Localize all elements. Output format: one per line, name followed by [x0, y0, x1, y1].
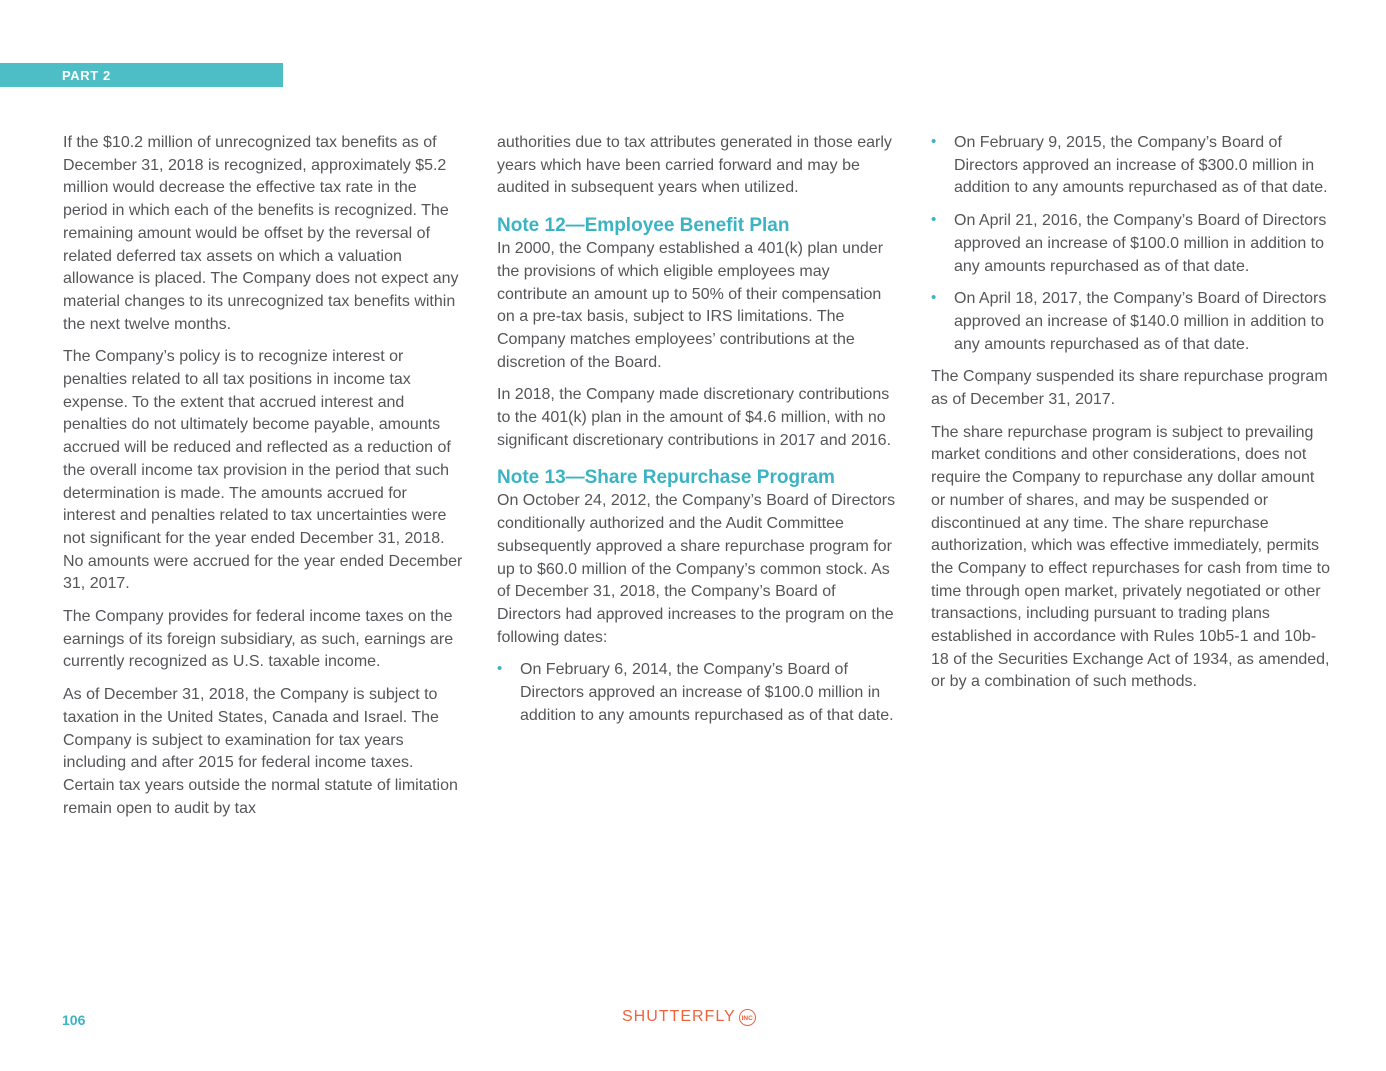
paragraph: In 2000, the Company established a 401(k) plan under the provisions of which eligible employees may contribute an amount up to 50% of their compensation on a pre-tax basis, subject to IRS limitations. The Company matches employees’ contributions at the discretion of the Board. [497, 240, 884, 371]
list-item [497, 659, 897, 727]
list-item-text: On April 21, 2016, the Company’s Board of Directors approved an increase of $100.0 million in addition to any amounts repurchased as of that date. [954, 212, 1327, 275]
paragraph: As of December 31, 2018, the Company is subject to taxation in the United States, Canada and Israel. The Company is subject to examination for tax years including and after 2015 for federal income taxes. Certain tax years outside the normal statute of limitation remain open to audit by tax [63, 686, 458, 817]
bullet-icon: • [497, 660, 503, 678]
paragraph: The Company’s policy is to recognize interest or penalties related to all tax positions in income tax expense. To the extent that accrued interest and penalties do not ultimately become payable, amounts accrued will be reduced and reflected as a reduction of the overall income tax provision in the period that such determination is made. The amounts accrued for interest and penalties related to tax uncertainties were not significant for the year ended December 31, 2018. No amounts were accrued for the year ended December 31, 2017. [63, 348, 463, 593]
part-label-tab [0, 63, 283, 87]
list-item-text: On February 6, 2014, the Company’s Board of Directors approved an increase of $100.0 million in addition to any amounts repurchased as of that date. [520, 661, 894, 724]
section-heading-note-12: Note 12—Employee Benefit Plan [497, 215, 790, 237]
list-item [931, 288, 1331, 356]
list-item [931, 132, 1331, 200]
list-item-text: On April 18, 2017, the Company’s Board of Directors approved an increase of $140.0 million in addition to any amounts repurchased as of that date. [954, 290, 1327, 353]
page-number: 106 [62, 1012, 86, 1028]
bullet-icon: • [931, 211, 937, 229]
paragraph: In 2018, the Company made discretionary contributions to the 401(k) plan in the amount of $4.6 million, with no significant discretionary contributions in 2017 and 2016. [497, 386, 892, 449]
paragraph: If the $10.2 million of unrecognized tax benefits as of December 31, 2018 is recognized, approximately $5.2 million would decrease the effective tax rate in the period in which each of the benefits is recognized. The remaining amount would be offset by the reversal of related deferred tax assets on which a valuation allowance is placed. The Company does not expect any material changes to its unrecognized tax benefits within the next twelve months. [63, 134, 459, 333]
logo-inc-badge: INC [739, 1009, 756, 1026]
bullet-list [931, 132, 1331, 356]
list-item [931, 210, 1331, 278]
paragraph: The share repurchase program is subject to prevailing market conditions and other considerations, does not require the Company to repurchase any dollar amount or number of shares, and may be suspended or discontinued at any time. The share repurchase authorization, which was effective immediately, permits the Company to effect repurchases for cash from time to time through open market, privately negotiated or other transactions, including pursuant to trading plans established in accordance with Rules 10b5-1 and 10b-18 of the Securities Exchange Act of 1934, as amended, or by a combination of such methods. [931, 423, 1330, 691]
column-2 [497, 132, 897, 737]
paragraph: authorities due to tax attributes generated in those early years which have been carried forward and may be audited in subsequent years when utilized. [497, 134, 892, 197]
company-logo [622, 1008, 756, 1026]
logo-wordmark: SHUTTERFLY [622, 1008, 736, 1025]
bullet-icon: • [931, 133, 937, 150]
column-1 [63, 132, 463, 830]
part-label: PART 2 [62, 68, 111, 83]
paragraph: On October 24, 2012, the Company’s Board of Directors conditionally authorized and the Audit Committee subsequently approved a share repurchase program for up to $60.0 million of the Company’s common stock. As of December 31, 2018, the Company’s Board of Directors had approved increases to the program on the following dates: [497, 492, 896, 646]
paragraph: The Company suspended its share repurchase program as of December 31, 2017. [931, 368, 1328, 409]
section-heading-note-13: Note 13—Share Repurchase Program [497, 467, 835, 489]
column-3 [931, 132, 1331, 704]
paragraph: The Company provides for federal income taxes on the earnings of its foreign subsidiary, as such, earnings are currently recognized as U.S. taxable income. [63, 608, 454, 671]
list-item-text: On February 9, 2015, the Company’s Board of Directors approved an increase of $300.0 million in addition to any amounts repurchased as of that date. [954, 134, 1328, 197]
bullet-icon: • [931, 289, 937, 307]
bullet-list [497, 659, 897, 727]
